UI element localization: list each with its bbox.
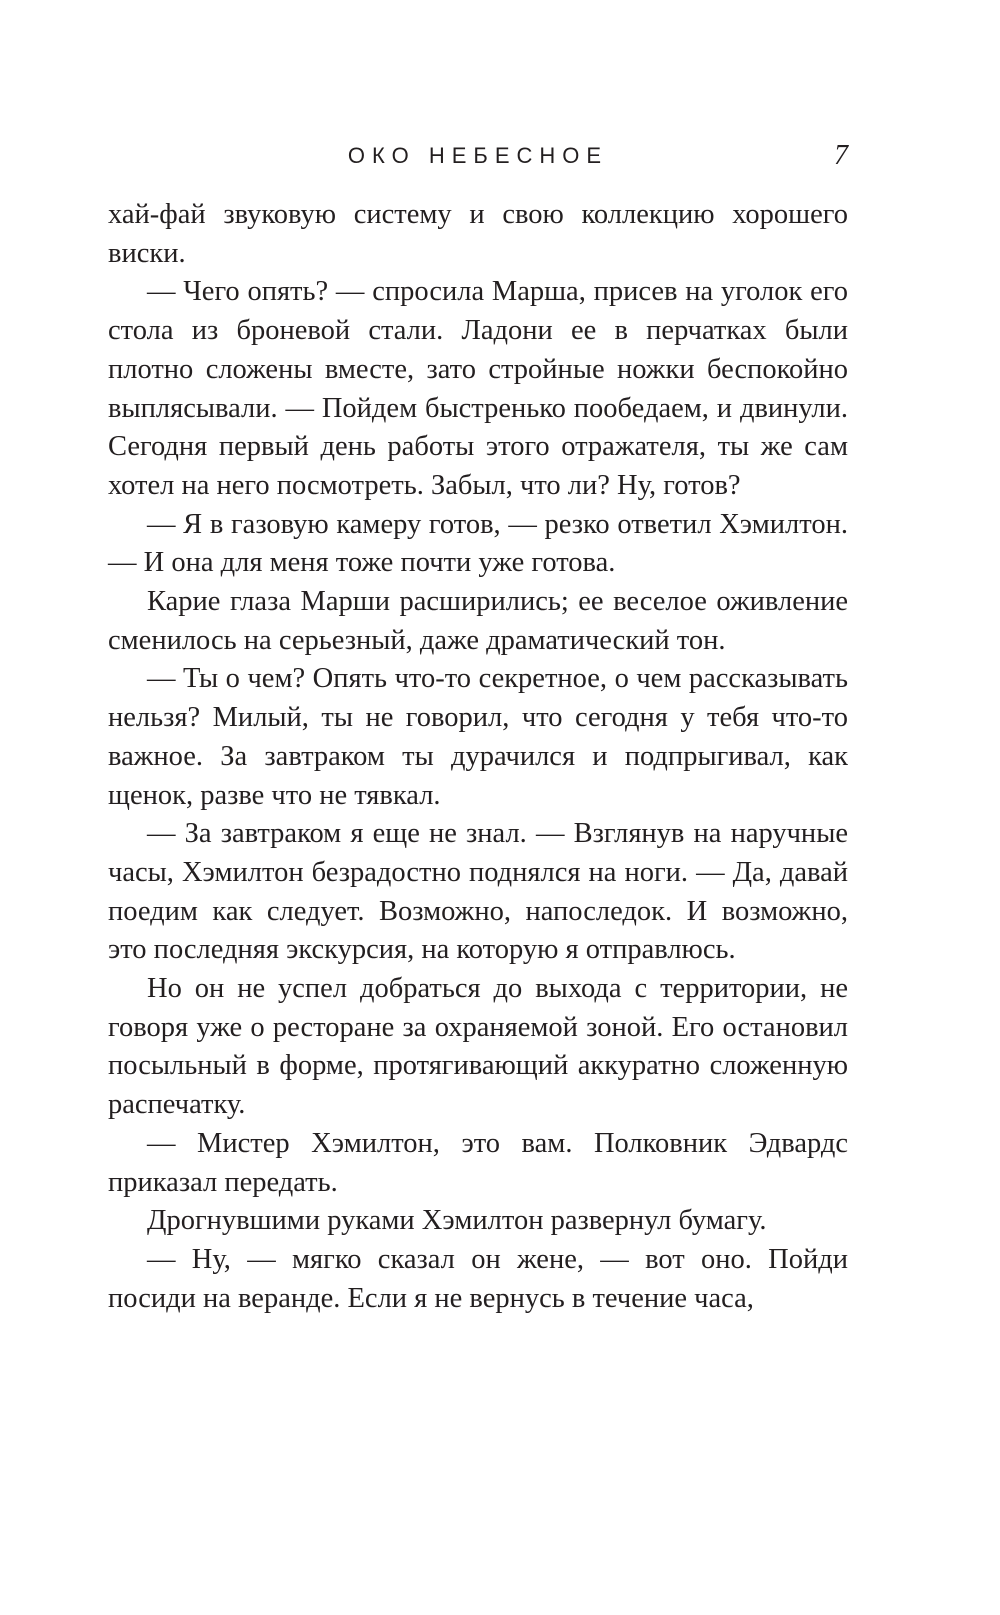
paragraph: — Мистер Хэмилтон, это вам. Полковник Эдвардс приказал передать.	[108, 1127, 848, 1198]
paragraph: — За завтраком я еще не знал. — Взглянув на наручные часы, Хэмилтон безрадостно поднялся на ноги. — Да, давай поедим как следует. Возможно, напоследок. И возможно, это последняя экскурсия, на которую я отправлюсь.	[108, 818, 848, 966]
paragraph: — Чего опять? — спросила Марша, присев на уголок его стола из броневой стали. Ладони ее в перчатках были плотно сложены вместе, зато стройные ножки беспокойно выплясывали. — Пойдем быстренько пообедаем, и двинули. Сегодня первый день работы этого отражателя, ты же сам хотел на него посмотреть. Забыл, что ли? Ну, готов?	[108, 276, 848, 501]
paragraph: — Ну, — мягко сказал он жене, — вот оно. Пойди посиди на веранде. Если я не вернусь в течение часа,	[108, 1243, 848, 1314]
paragraph: Но он не успел добраться до выхода с территории, не говоря уже о ресторане за охраняемой зоной. Его остановил посыльный в форме, протягивающий аккуратно сложенную распечатку.	[108, 973, 848, 1121]
running-header	[108, 138, 848, 174]
paragraph: — Я в газовую камеру готов, — резко ответил Хэмилтон. — И она для меня тоже почти уже готова.	[108, 508, 848, 579]
paragraph: Дрогнувшими руками Хэмилтон развернул бумагу.	[147, 1205, 767, 1237]
body-text	[108, 196, 848, 1318]
paragraph: хай-фай звуковую систему и свою коллекцию хорошего виски.	[108, 199, 848, 269]
paragraph: — Ты о чем? Опять что-то секретное, о чем рассказывать нельзя? Милый, ты не говорил, что сегодня у тебя что-то важное. За завтраком ты дурачился и подпрыгивал, как щенок, разве что не тявкал.	[108, 663, 848, 811]
running-title: ОКО НЕБЕСНОЕ	[347, 143, 609, 168]
paragraph: Карие глаза Марши расширились; ее веселое оживление сменилось на серьезный, даже драматический тон.	[108, 586, 848, 656]
page-number: 7	[834, 140, 848, 171]
